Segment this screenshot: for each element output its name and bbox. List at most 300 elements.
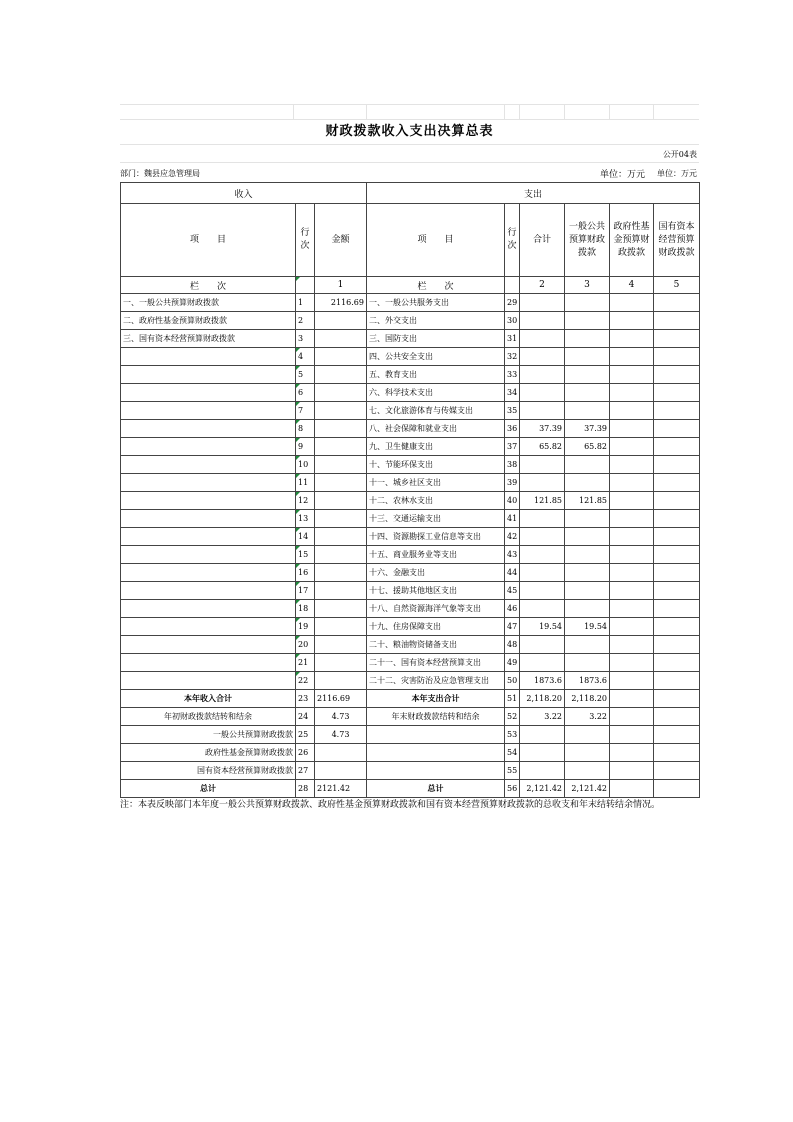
expense-item-cell: 十一、城乡社区支出 — [367, 474, 505, 492]
expense-total-cell: 121.85 — [520, 492, 565, 510]
income-item-cell — [121, 492, 296, 510]
income-item-cell: 一般公共预算财政拨款 — [121, 726, 296, 744]
general-budget-cell — [565, 384, 610, 402]
expense-item-cell: 一、一般公共服务支出 — [367, 294, 505, 312]
state-capital-cell — [654, 312, 700, 330]
state-capital-cell — [654, 582, 700, 600]
expense-item-header: 项 目 — [367, 204, 505, 277]
income-amount-cell — [315, 456, 367, 474]
expense-item-cell: 十二、农林水支出 — [367, 492, 505, 510]
income-rowno-cell — [296, 564, 315, 582]
table-row — [121, 474, 700, 492]
page-title: 财政拨款收入支出决算总表 — [120, 120, 699, 145]
unit-label-side: 单位：万元 — [657, 169, 697, 178]
income-rowno-cell — [296, 672, 315, 690]
income-item-cell — [121, 582, 296, 600]
income-rowno-header: 行次 — [296, 204, 315, 277]
section-header-row — [121, 183, 700, 204]
expense-item-cell: 十、节能环保支出 — [367, 456, 505, 474]
expense-rowno-cell: 42 — [505, 528, 520, 546]
income-rowno-cell — [296, 528, 315, 546]
income-rowno-cell: 26 — [296, 744, 315, 762]
expense-item-cell: 十九、住房保障支出 — [367, 618, 505, 636]
income-amount-cell — [315, 618, 367, 636]
gov-fund-cell — [610, 492, 654, 510]
general-budget-cell: 2,121.42 — [565, 780, 610, 798]
income-rowno-cell — [296, 510, 315, 528]
income-section-header: 收入 — [121, 183, 367, 204]
expense-rowno-cell: 45 — [505, 582, 520, 600]
expense-total-cell: 3.22 — [520, 708, 565, 726]
footnote: 注：本表反映部门本年度一般公共预算财政拨款、政府性基金预算财政拨款和国有资本经营预算财政拨款的总收支和年末结转结余情况。 — [120, 800, 661, 810]
income-amount-cell — [315, 492, 367, 510]
general-budget-cell — [565, 366, 610, 384]
income-amount-cell: 2121.42 — [315, 780, 367, 798]
income-item-cell — [121, 528, 296, 546]
income-amount-cell: 4.73 — [315, 708, 367, 726]
income-item-cell: 年初财政拨款结转和结余 — [121, 708, 296, 726]
expense-item-cell: 十五、商业服务业等支出 — [367, 546, 505, 564]
expense-rowno-cell: 38 — [505, 456, 520, 474]
lanci-label: 栏 次 — [121, 277, 296, 294]
table-row — [121, 438, 700, 456]
income-rowno-cell-text: 16 — [298, 568, 309, 577]
income-rowno-cell-text: 4 — [298, 352, 304, 361]
table-row — [121, 420, 700, 438]
gov-fund-cell — [610, 402, 654, 420]
expense-rowno-cell: 29 — [505, 294, 520, 312]
expense-item-cell: 二、外交支出 — [367, 312, 505, 330]
expense-rowno-cell: 56 — [505, 780, 520, 798]
expense-total-cell — [520, 762, 565, 780]
state-capital-cell — [654, 690, 700, 708]
summary-row — [121, 690, 700, 708]
income-item-cell — [121, 636, 296, 654]
gov-fund-cell — [610, 780, 654, 798]
income-amount-cell — [315, 312, 367, 330]
table-row — [121, 456, 700, 474]
expense-item-cell: 五、教育支出 — [367, 366, 505, 384]
income-item-cell — [121, 600, 296, 618]
table-row — [121, 384, 700, 402]
expense-total-cell: 37.39 — [520, 420, 565, 438]
income-rowno-cell: 2 — [296, 312, 315, 330]
income-item-cell: 总计 — [121, 780, 296, 798]
income-rowno-cell-text: 21 — [298, 658, 309, 667]
form-code-row — [120, 145, 699, 163]
state-capital-cell — [654, 294, 700, 312]
income-rowno-cell — [296, 582, 315, 600]
expense-rowno-cell: 30 — [505, 312, 520, 330]
general-budget-cell — [565, 456, 610, 474]
expense-item-cell: 七、文化旅游体育与传媒支出 — [367, 402, 505, 420]
lanci-blank — [505, 277, 520, 294]
state-capital-cell — [654, 780, 700, 798]
income-item-cell — [121, 474, 296, 492]
income-rowno-cell — [296, 384, 315, 402]
income-rowno-cell-text: 14 — [298, 532, 309, 541]
state-capital-cell — [654, 672, 700, 690]
table-row — [121, 528, 700, 546]
income-item-cell — [121, 348, 296, 366]
expense-item-cell: 本年支出合计 — [367, 690, 505, 708]
general-budget-cell — [565, 330, 610, 348]
general-budget-cell — [565, 564, 610, 582]
income-rowno-cell — [296, 348, 315, 366]
income-item-cell — [121, 618, 296, 636]
income-amount-header: 金额 — [315, 204, 367, 277]
general-budget-cell — [565, 528, 610, 546]
unit-label: 单位：万元 — [600, 170, 646, 180]
table-row — [121, 636, 700, 654]
income-item-cell — [121, 438, 296, 456]
state-capital-cell — [654, 636, 700, 654]
income-amount-cell — [315, 744, 367, 762]
expense-total-cell: 65.82 — [520, 438, 565, 456]
form-code: 公开04表 — [662, 150, 697, 159]
state-capital-cell — [654, 708, 700, 726]
expense-rowno-cell: 44 — [505, 564, 520, 582]
expense-item-cell: 三、国防支出 — [367, 330, 505, 348]
income-item-cell — [121, 546, 296, 564]
gov-fund-cell — [610, 330, 654, 348]
income-item-cell — [121, 672, 296, 690]
income-rowno-cell — [296, 618, 315, 636]
expense-total-cell — [520, 636, 565, 654]
expense-rowno-cell: 43 — [505, 546, 520, 564]
table-row — [121, 312, 700, 330]
income-item-cell — [121, 456, 296, 474]
expense-rowno-cell: 41 — [505, 510, 520, 528]
income-amount-cell — [315, 582, 367, 600]
expense-rowno-cell: 40 — [505, 492, 520, 510]
expense-item-cell: 十四、资源勘探工业信息等支出 — [367, 528, 505, 546]
summary-row — [121, 726, 700, 744]
state-capital-cell — [654, 492, 700, 510]
state-capital-cell — [654, 456, 700, 474]
gov-fund-cell — [610, 600, 654, 618]
income-rowno-cell — [296, 600, 315, 618]
expense-rowno-cell: 53 — [505, 726, 520, 744]
income-rowno-cell-text: 9 — [298, 442, 304, 451]
expense-rowno-cell: 54 — [505, 744, 520, 762]
general-budget-cell — [565, 744, 610, 762]
income-rowno-cell — [296, 492, 315, 510]
table-row — [121, 600, 700, 618]
income-amount-cell: 2116.69 — [315, 690, 367, 708]
expense-item-cell: 二十、粮油物资储备支出 — [367, 636, 505, 654]
general-budget-cell — [565, 762, 610, 780]
expense-total-cell: 19.54 — [520, 618, 565, 636]
state-capital-cell — [654, 600, 700, 618]
income-amount-cell — [315, 366, 367, 384]
expense-total-cell: 2,121.42 — [520, 780, 565, 798]
income-item-cell: 三、国有资本经营预算财政拨款 — [121, 330, 296, 348]
state-capital-cell — [654, 726, 700, 744]
expense-total-cell — [520, 510, 565, 528]
income-rowno-cell — [296, 366, 315, 384]
gov-fund-cell — [610, 744, 654, 762]
income-item-cell: 政府性基金预算财政拨款 — [121, 744, 296, 762]
income-item-header: 项 目 — [121, 204, 296, 277]
general-budget-cell — [565, 636, 610, 654]
expense-total-cell — [520, 366, 565, 384]
income-rowno-cell-text: 13 — [298, 514, 309, 523]
general-budget-cell — [565, 402, 610, 420]
general-budget-cell: 65.82 — [565, 438, 610, 456]
income-item-cell: 二、政府性基金预算财政拨款 — [121, 312, 296, 330]
expense-item-cell — [367, 744, 505, 762]
income-amount-cell — [315, 384, 367, 402]
expense-rowno-cell: 49 — [505, 654, 520, 672]
income-rowno-cell — [296, 636, 315, 654]
state-capital-cell — [654, 384, 700, 402]
top-gridline — [120, 104, 699, 120]
table-row — [121, 564, 700, 582]
income-rowno-cell-text: 20 — [298, 640, 309, 649]
lanci-2: 2 — [520, 277, 565, 294]
income-item-cell — [121, 402, 296, 420]
expense-rowno-cell: 32 — [505, 348, 520, 366]
general-budget-cell — [565, 348, 610, 366]
gov-fund-header: 政府性基金预算财政拨款 — [610, 204, 654, 277]
gov-fund-cell — [610, 510, 654, 528]
state-capital-cell — [654, 348, 700, 366]
income-rowno-cell: 23 — [296, 690, 315, 708]
income-rowno-cell: 1 — [296, 294, 315, 312]
gov-fund-cell — [610, 654, 654, 672]
expense-rowno-cell: 50 — [505, 672, 520, 690]
general-budget-cell — [565, 546, 610, 564]
income-amount-cell — [315, 510, 367, 528]
gov-fund-cell — [610, 348, 654, 366]
lanci-5: 5 — [654, 277, 700, 294]
income-rowno-cell-text: 12 — [298, 496, 309, 505]
income-amount-cell — [315, 474, 367, 492]
expense-item-cell — [367, 762, 505, 780]
gov-fund-cell — [610, 636, 654, 654]
state-capital-cell — [654, 564, 700, 582]
column-header-row — [121, 204, 700, 277]
income-item-cell — [121, 384, 296, 402]
income-amount-cell — [315, 564, 367, 582]
gov-fund-cell — [610, 726, 654, 744]
expense-rowno-cell: 39 — [505, 474, 520, 492]
income-item-cell — [121, 564, 296, 582]
state-capital-cell — [654, 366, 700, 384]
income-rowno-cell-text: 19 — [298, 622, 309, 631]
table-row — [121, 348, 700, 366]
income-item-cell — [121, 654, 296, 672]
income-amount-cell — [315, 420, 367, 438]
income-amount-cell — [315, 546, 367, 564]
income-rowno-cell-text: 17 — [298, 586, 309, 595]
table-row — [121, 618, 700, 636]
expense-item-cell: 十六、金融支出 — [367, 564, 505, 582]
expense-item-cell: 二十二、灾害防治及应急管理支出 — [367, 672, 505, 690]
expense-rowno-cell: 36 — [505, 420, 520, 438]
budget-table — [120, 182, 700, 798]
general-budget-cell — [565, 582, 610, 600]
expense-rowno-cell: 35 — [505, 402, 520, 420]
gov-fund-cell — [610, 690, 654, 708]
expense-item-cell: 十三、交通运输支出 — [367, 510, 505, 528]
expense-total-cell — [520, 564, 565, 582]
lanci-1: 1 — [315, 277, 367, 294]
expense-rowno-cell: 55 — [505, 762, 520, 780]
summary-row — [121, 762, 700, 780]
income-amount-cell: 2116.69 — [315, 294, 367, 312]
general-budget-header: 一般公共预算财政拨款 — [565, 204, 610, 277]
income-rowno-cell — [296, 420, 315, 438]
income-amount-cell — [315, 762, 367, 780]
gov-fund-cell — [610, 672, 654, 690]
income-amount-cell — [315, 402, 367, 420]
expense-rowno-cell: 47 — [505, 618, 520, 636]
summary-row — [121, 780, 700, 798]
expense-total-cell — [520, 744, 565, 762]
expense-item-cell: 十八、自然资源海洋气象等支出 — [367, 600, 505, 618]
expense-total-cell — [520, 384, 565, 402]
expense-total-cell — [520, 312, 565, 330]
expense-total-cell — [520, 528, 565, 546]
gov-fund-cell — [610, 384, 654, 402]
income-amount-cell — [315, 438, 367, 456]
expense-rowno-cell: 51 — [505, 690, 520, 708]
general-budget-cell: 3.22 — [565, 708, 610, 726]
expense-item-cell: 四、公共安全支出 — [367, 348, 505, 366]
gov-fund-cell — [610, 420, 654, 438]
department-label: 部门：魏县应急管理局 — [120, 169, 200, 178]
table-row — [121, 546, 700, 564]
gov-fund-cell — [610, 456, 654, 474]
gov-fund-cell — [610, 474, 654, 492]
general-budget-cell — [565, 510, 610, 528]
table-row — [121, 294, 700, 312]
general-budget-cell: 2,118.20 — [565, 690, 610, 708]
expense-total-cell — [520, 294, 565, 312]
general-budget-cell: 121.85 — [565, 492, 610, 510]
expense-total-cell: 1873.6 — [520, 672, 565, 690]
state-capital-cell — [654, 744, 700, 762]
income-item-cell: 本年收入合计 — [121, 690, 296, 708]
income-rowno-cell: 27 — [296, 762, 315, 780]
income-item-cell: 一、一般公共预算财政拨款 — [121, 294, 296, 312]
income-item-cell — [121, 510, 296, 528]
gov-fund-cell — [610, 366, 654, 384]
state-capital-cell — [654, 618, 700, 636]
state-capital-cell — [654, 546, 700, 564]
summary-row — [121, 744, 700, 762]
expense-total-cell — [520, 330, 565, 348]
gov-fund-cell — [610, 564, 654, 582]
income-rowno-cell-text: 11 — [298, 478, 309, 487]
income-rowno-cell — [296, 654, 315, 672]
expense-item-cell: 六、科学技术支出 — [367, 384, 505, 402]
expense-item-cell: 八、社会保障和就业支出 — [367, 420, 505, 438]
expense-rowno-cell: 46 — [505, 600, 520, 618]
budget-sheet — [120, 104, 699, 811]
expense-item-cell: 十七、援助其他地区支出 — [367, 582, 505, 600]
income-rowno-cell: 28 — [296, 780, 315, 798]
state-capital-cell — [654, 330, 700, 348]
state-capital-cell — [654, 402, 700, 420]
expense-item-cell: 年末财政拨款结转和结余 — [367, 708, 505, 726]
general-budget-cell — [565, 294, 610, 312]
expense-total-cell — [520, 600, 565, 618]
expense-section-header: 支出 — [367, 183, 700, 204]
income-item-cell: 国有资本经营预算财政拨款 — [121, 762, 296, 780]
state-capital-cell — [654, 420, 700, 438]
expense-rowno-cell: 34 — [505, 384, 520, 402]
state-capital-cell — [654, 510, 700, 528]
expense-rowno-cell: 31 — [505, 330, 520, 348]
income-amount-cell — [315, 672, 367, 690]
expense-rowno-cell: 48 — [505, 636, 520, 654]
expense-total-cell: 2,118.20 — [520, 690, 565, 708]
income-amount-cell — [315, 600, 367, 618]
expense-rowno-header: 行次 — [505, 204, 520, 277]
income-amount-cell — [315, 636, 367, 654]
income-item-cell — [121, 420, 296, 438]
income-amount-cell — [315, 330, 367, 348]
expense-item-cell — [367, 726, 505, 744]
gov-fund-cell — [610, 708, 654, 726]
income-rowno-cell-text: 7 — [298, 406, 304, 415]
income-rowno-cell — [296, 474, 315, 492]
income-rowno-cell-text: 6 — [298, 388, 304, 397]
lanci-label: 栏 次 — [367, 277, 505, 294]
expense-rowno-cell: 37 — [505, 438, 520, 456]
table-row — [121, 366, 700, 384]
gov-fund-cell — [610, 312, 654, 330]
income-rowno-cell — [296, 546, 315, 564]
income-item-cell — [121, 366, 296, 384]
income-rowno-cell: 3 — [296, 330, 315, 348]
general-budget-cell — [565, 600, 610, 618]
income-amount-cell — [315, 654, 367, 672]
expense-total-cell — [520, 348, 565, 366]
expense-total-cell — [520, 474, 565, 492]
gov-fund-cell — [610, 294, 654, 312]
income-rowno-cell: 24 — [296, 708, 315, 726]
general-budget-cell — [565, 726, 610, 744]
expense-rowno-cell: 52 — [505, 708, 520, 726]
table-row — [121, 330, 700, 348]
income-amount-cell: 4.73 — [315, 726, 367, 744]
income-rowno-cell-text: 8 — [298, 424, 304, 433]
expense-total-cell — [520, 654, 565, 672]
general-budget-cell: 1873.6 — [565, 672, 610, 690]
expense-item-cell: 二十一、国有资本经营预算支出 — [367, 654, 505, 672]
state-capital-cell — [654, 438, 700, 456]
expense-total-cell — [520, 456, 565, 474]
expense-item-cell: 总计 — [367, 780, 505, 798]
table-row — [121, 492, 700, 510]
income-rowno-cell-text: 18 — [298, 604, 309, 613]
gov-fund-cell — [610, 762, 654, 780]
state-capital-cell — [654, 654, 700, 672]
expense-total-cell — [520, 402, 565, 420]
state-capital-cell — [654, 528, 700, 546]
general-budget-cell: 19.54 — [565, 618, 610, 636]
state-capital-cell — [654, 762, 700, 780]
general-budget-cell: 37.39 — [565, 420, 610, 438]
gov-fund-cell — [610, 582, 654, 600]
general-budget-cell — [565, 474, 610, 492]
income-rowno-cell-text: 22 — [298, 676, 309, 685]
lanci-blank — [296, 277, 315, 294]
